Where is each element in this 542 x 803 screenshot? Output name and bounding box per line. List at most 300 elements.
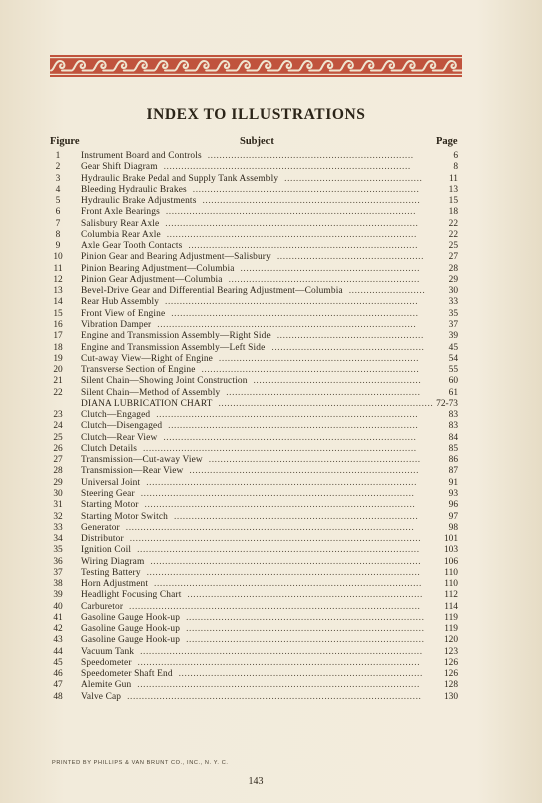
index-entry — [0, 579, 542, 590]
entry-page: 35 — [448, 308, 458, 319]
entry-subject-text: Columbia Rear Axle — [81, 229, 161, 240]
index-entry — [0, 388, 542, 399]
index-entry — [0, 478, 542, 489]
dot-leader: ................................................................................................ — [137, 646, 423, 657]
entry-page: 54 — [448, 353, 458, 364]
entry-page: 126 — [443, 657, 458, 668]
entry-subject — [81, 669, 461, 680]
index-entry — [0, 557, 542, 568]
entry-subject — [81, 613, 461, 624]
entry-page: 60 — [448, 376, 458, 387]
entry-page: 128 — [443, 680, 458, 691]
entry-subject — [81, 230, 461, 241]
entry-subject-text: Starting Motor — [81, 500, 139, 511]
dot-leader: ..................................................................................... — [162, 207, 417, 218]
dot-leader: ...................................................................................... — [160, 432, 417, 443]
entry-subject — [81, 252, 461, 263]
dot-leader: ................................................................................................ — [134, 545, 420, 556]
index-entry — [0, 354, 542, 365]
entry-page: 18 — [448, 207, 458, 218]
figure-number: 25 — [53, 432, 63, 443]
figure-number: 46 — [53, 669, 63, 680]
entry-subject-text: Bleeding Hydraulic Brakes — [81, 184, 187, 195]
entry-subject-text: Distributor — [81, 534, 124, 545]
index-entry — [0, 320, 542, 331]
entry-subject-text: Gasoline Gauge Hook-up — [81, 612, 181, 623]
index-entry — [0, 151, 542, 162]
dot-leader: ................................................................................... — [175, 669, 423, 680]
entry-subject — [81, 376, 461, 387]
figure-number: 6 — [55, 207, 61, 218]
entry-subject-text: Alemite Gun — [81, 680, 132, 691]
dot-leader: ...................................................................... — [204, 151, 414, 161]
entry-subject-text: Pinion Bearing Adjustment—Columbia — [81, 263, 235, 274]
dot-leader: ...................................................................................... — [162, 297, 419, 308]
figure-number: 47 — [53, 680, 63, 691]
entry-subject — [81, 680, 461, 691]
dot-leader: ..................................................................................... — [165, 421, 419, 432]
index-entry — [0, 162, 542, 173]
dot-leader: ............................................... — [281, 173, 423, 184]
entry-page: 86 — [448, 455, 458, 466]
index-entry — [0, 252, 542, 263]
figure-number: 33 — [53, 522, 63, 533]
entry-subject-text: Cut-away View—Right of Engine — [81, 353, 213, 364]
entry-subject-text: DIANA LUBRICATION CHART — [81, 398, 213, 409]
entry-subject — [81, 602, 461, 613]
index-entry — [0, 174, 542, 185]
entry-subject-text: Pinion Gear and Bearing Adjustment—Salisbury — [81, 252, 271, 263]
entry-subject — [81, 365, 461, 376]
illustration-index-list — [0, 151, 542, 703]
entry-subject — [81, 286, 461, 297]
figure-number: 38 — [53, 579, 63, 590]
entry-subject-text: Transverse Section of Engine — [81, 365, 196, 376]
entry-page: 28 — [448, 263, 458, 274]
index-entry — [0, 444, 542, 455]
column-header-subject: Subject — [240, 136, 274, 147]
figure-number: 32 — [53, 511, 63, 522]
entry-page: 91 — [448, 477, 458, 488]
dot-leader: .................................................. — [273, 331, 424, 342]
entry-subject — [81, 174, 461, 185]
dot-leader: ................................................................................ — [184, 590, 423, 601]
dot-leader: .......................................................................... — [199, 196, 421, 207]
dot-leader: ............................................................................................. — [143, 567, 421, 578]
dot-leader: .................................................. — [273, 252, 425, 263]
figure-number: 14 — [53, 297, 63, 308]
entry-page: 106 — [443, 556, 458, 567]
entry-subject — [81, 433, 461, 444]
dot-leader: ......................................................... — [250, 376, 422, 387]
figure-number: 37 — [53, 567, 63, 578]
entry-subject — [81, 444, 461, 455]
entry-subject — [81, 455, 461, 466]
dot-leader: .................................................................................................. — [122, 522, 415, 533]
figure-number: 21 — [53, 376, 63, 387]
border-band-fill — [50, 55, 462, 77]
entry-subject-text: Wiring Diagram — [81, 556, 145, 567]
index-entry — [0, 241, 542, 252]
entry-subject — [81, 635, 461, 646]
entry-subject — [81, 196, 461, 207]
figure-number: 16 — [53, 319, 63, 330]
index-entry — [0, 297, 542, 308]
entry-subject — [81, 297, 461, 308]
entry-subject — [81, 421, 461, 432]
figure-number: 43 — [53, 635, 63, 646]
entry-page: 126 — [443, 669, 458, 680]
dot-leader: ............................................................................................. — [137, 488, 415, 499]
entry-subject — [81, 512, 461, 523]
dot-leader: ............................................................. — [237, 263, 421, 274]
index-entry — [0, 534, 542, 545]
figure-number: 4 — [55, 184, 61, 195]
entry-subject — [81, 275, 461, 286]
figure-number: 18 — [53, 342, 63, 353]
figure-number: 9 — [55, 241, 61, 252]
figure-number: 27 — [53, 455, 63, 466]
entry-subject-text: Clutch Details — [81, 443, 137, 454]
entry-subject-text: Engine and Transmission Assembly—Right Side — [81, 331, 271, 342]
index-entry — [0, 399, 542, 410]
dot-leader: ................................................................. — [225, 274, 420, 285]
index-entry — [0, 275, 542, 286]
dot-leader: .......................... — [345, 286, 426, 297]
entry-subject — [81, 219, 461, 230]
index-entry — [0, 500, 542, 511]
entry-page: 13 — [448, 184, 458, 195]
page-number: 143 — [248, 776, 264, 787]
figure-number: 17 — [53, 331, 63, 342]
border-top-line — [50, 57, 462, 58]
entry-subject-text: Salisbury Rear Axle — [81, 218, 160, 229]
entry-subject-text: Engine and Transmission Assembly—Left Side — [81, 342, 266, 353]
entry-subject — [81, 624, 461, 635]
decorative-wave-border — [50, 55, 462, 77]
dot-leader: .............................................................................. — [186, 466, 420, 477]
dot-leader: ................................................................................. — [183, 612, 425, 623]
figure-number: 11 — [53, 263, 63, 274]
entry-subject-text: Universal Joint — [81, 477, 141, 488]
entry-subject — [81, 489, 461, 500]
dot-leader: .................................................................................... — [168, 308, 419, 319]
figure-number: 31 — [53, 500, 63, 511]
entry-subject-text: Silent Chain—Showing Joint Construction — [81, 376, 248, 387]
entry-page: 39 — [448, 331, 458, 342]
index-entry — [0, 365, 542, 376]
index-entry — [0, 466, 542, 477]
figure-number: 20 — [53, 365, 63, 376]
dot-leader: ................................................................................. — [183, 624, 425, 635]
entry-subject — [81, 399, 461, 410]
index-entry — [0, 512, 542, 523]
entry-subject-text: Axle Gear Tooth Contacts — [81, 241, 183, 252]
dot-leader: .................................................................................................... — [124, 691, 422, 702]
index-entry — [0, 692, 542, 703]
dot-leader: .............................................................................. — [185, 241, 419, 252]
entry-subject-text: Transmission—Cut-away View — [81, 455, 203, 466]
figure-number: 35 — [53, 545, 63, 556]
entry-subject-text: Vacuum Tank — [81, 646, 135, 657]
entry-subject-text: Pinion Gear Adjustment—Columbia — [81, 274, 223, 285]
figure-number: 12 — [53, 274, 63, 285]
dot-leader: ...................................................................................... — [162, 218, 419, 229]
index-entry — [0, 410, 542, 421]
entry-subject — [81, 647, 461, 658]
entry-subject-text: Rear Hub Assembly — [81, 297, 160, 308]
entry-page: 29 — [448, 274, 458, 285]
entry-page: 22 — [448, 218, 458, 229]
dot-leader: .................................................... — [268, 342, 425, 353]
entry-page: 72-73 — [436, 398, 458, 409]
entry-subject-text: Gasoline Gauge Hook-up — [81, 624, 181, 635]
entry-subject — [81, 500, 461, 511]
dot-leader: ................................................................................................... — [126, 601, 421, 612]
entry-page: 6 — [453, 151, 458, 161]
figure-number: 28 — [53, 466, 63, 477]
entry-page: 25 — [448, 241, 458, 252]
entry-page: 114 — [444, 601, 458, 612]
entry-subject-text: Valve Cap — [81, 691, 122, 702]
dot-leader: ......................................................................................... — [153, 410, 419, 421]
entry-subject-text: Vibration Damper — [81, 319, 152, 330]
entry-page: 96 — [448, 500, 458, 511]
index-entry — [0, 421, 542, 432]
figure-number: 23 — [53, 410, 63, 421]
dot-leader: ................................................................................................ — [134, 680, 420, 691]
entry-subject-text: Front View of Engine — [81, 308, 166, 319]
entry-subject — [81, 534, 461, 545]
figure-number: 22 — [53, 387, 63, 398]
index-entry — [0, 545, 542, 556]
figure-number: 1 — [55, 151, 61, 161]
entry-page: 119 — [444, 624, 458, 635]
index-entry — [0, 207, 542, 218]
entry-subject-text: Generator — [81, 522, 120, 533]
index-entry — [0, 624, 542, 635]
entry-subject — [81, 309, 461, 320]
dot-leader: ................................................................................................... — [126, 534, 422, 545]
entry-subject — [81, 692, 461, 703]
index-entry — [0, 523, 542, 534]
entry-subject-text: Carburetor — [81, 601, 124, 612]
entry-page: 83 — [448, 410, 458, 421]
figure-number: 34 — [53, 534, 63, 545]
index-entry — [0, 219, 542, 230]
column-header-figure: Figure — [50, 136, 80, 147]
entry-subject — [81, 343, 461, 354]
index-entry — [0, 264, 542, 275]
index-entry — [0, 230, 542, 241]
entry-page: 8 — [453, 162, 458, 173]
entry-page: 98 — [448, 522, 458, 533]
entry-subject-text: Ignition Coil — [81, 545, 132, 556]
entry-page: 103 — [443, 545, 458, 556]
figure-number: 19 — [53, 353, 63, 364]
entry-page: 85 — [448, 443, 458, 454]
entry-subject — [81, 410, 461, 421]
entry-page: 110 — [444, 579, 458, 590]
entry-page: 45 — [448, 342, 458, 353]
entry-subject — [81, 207, 461, 218]
entry-page: 130 — [443, 691, 458, 702]
index-entry — [0, 433, 542, 444]
entry-subject — [81, 241, 461, 252]
dot-leader: ................................................................................. — [183, 635, 425, 646]
figure-number: 30 — [53, 488, 63, 499]
dot-leader: ............................................................................................ — [143, 477, 418, 488]
entry-subject-text: Clutch—Rear View — [81, 432, 158, 443]
figure-number: 39 — [53, 590, 63, 601]
entry-page: 33 — [448, 297, 458, 308]
dot-leader: ............................................................................................. — [140, 443, 417, 454]
index-entry — [0, 489, 542, 500]
dot-leader: ..................................................................................... — [163, 229, 417, 240]
entry-subject-text: Instrument Board and Controls — [81, 151, 202, 161]
entry-page: 61 — [448, 387, 458, 398]
entry-subject — [81, 545, 461, 556]
index-entry — [0, 343, 542, 354]
entry-subject — [81, 264, 461, 275]
entry-page: 11 — [448, 173, 458, 184]
entry-page: 84 — [448, 432, 458, 443]
index-entry — [0, 185, 542, 196]
figure-number: 3 — [55, 173, 61, 184]
entry-page: 15 — [448, 196, 458, 207]
dot-leader: ................................................................................... — [171, 511, 419, 522]
figure-number: 42 — [53, 624, 63, 635]
entry-page: 27 — [448, 252, 458, 263]
index-entry — [0, 602, 542, 613]
entry-page: 120 — [443, 635, 458, 646]
entry-subject — [81, 568, 461, 579]
index-entry — [0, 309, 542, 320]
index-entry — [0, 331, 542, 342]
dot-leader: .................................................................... — [215, 353, 420, 364]
entry-subject-text: Testing Battery — [81, 567, 141, 578]
index-entry — [0, 613, 542, 624]
entry-subject — [81, 557, 461, 568]
entry-subject-text: Speedometer Shaft End — [81, 669, 173, 680]
entry-subject-text: Gasoline Gauge Hook-up — [81, 635, 181, 646]
entry-subject — [81, 466, 461, 477]
entry-subject — [81, 388, 461, 399]
entry-subject — [81, 354, 461, 365]
entry-subject-text: Silent Chain—Method of Assembly — [81, 387, 221, 398]
page-title: INDEX TO ILLUSTRATIONS — [146, 106, 366, 123]
entry-page: 112 — [444, 590, 458, 601]
entry-page: 97 — [448, 511, 458, 522]
figure-number: 36 — [53, 556, 63, 567]
entry-subject — [81, 590, 461, 601]
entry-page: 87 — [448, 466, 458, 477]
entry-subject-text: Steering Gear — [81, 488, 135, 499]
border-bottom-line — [50, 74, 462, 75]
column-header-page: Page — [436, 136, 458, 147]
entry-page: 22 — [448, 229, 458, 240]
entry-page: 123 — [443, 646, 458, 657]
dot-leader: ............................................................................................ — [141, 500, 416, 511]
entry-subject-text: Bevel-Drive Gear and Differential Bearing Adjustment—Columbia — [81, 286, 343, 297]
figure-number: 44 — [53, 646, 63, 657]
figure-number: 10 — [53, 252, 63, 263]
entry-subject — [81, 658, 461, 669]
entry-subject-text: Speedometer — [81, 657, 132, 668]
figure-number: 29 — [53, 477, 63, 488]
entry-subject — [81, 478, 461, 489]
dot-leader: ............................................................................................ — [147, 556, 422, 567]
index-entry — [0, 590, 542, 601]
figure-number: 41 — [53, 612, 63, 623]
index-entry — [0, 455, 542, 466]
entry-subject-text: Front Axle Bearings — [81, 207, 160, 218]
entry-page: 110 — [444, 567, 458, 578]
dot-leader: ................................................................................................ — [134, 657, 421, 668]
entry-page: 30 — [448, 286, 458, 297]
index-entry — [0, 658, 542, 669]
index-entry — [0, 286, 542, 297]
figure-number: 13 — [53, 286, 63, 297]
figure-number: 45 — [53, 657, 63, 668]
entry-subject — [81, 523, 461, 534]
dot-leader: .......................................................................... — [198, 365, 420, 376]
figure-number: 48 — [53, 691, 63, 702]
figure-number: 26 — [53, 443, 63, 454]
dot-leader: .................................................................................... — [160, 162, 411, 173]
index-entry — [0, 635, 542, 646]
figure-number: 5 — [55, 196, 61, 207]
index-entry — [0, 196, 542, 207]
dot-leader: ............................................................................. — [189, 184, 420, 195]
dot-leader: ........................................................................ — [205, 455, 421, 466]
entry-subject — [81, 331, 461, 342]
entry-subject-text: Horn Adjustment — [81, 579, 149, 590]
entry-page: 119 — [444, 612, 458, 623]
figure-number: 7 — [55, 218, 61, 229]
entry-subject-text: Headlight Focusing Chart — [81, 590, 182, 601]
entry-page: 37 — [448, 319, 458, 330]
figure-number: 8 — [55, 229, 61, 240]
index-entry — [0, 568, 542, 579]
figure-number: 15 — [53, 308, 63, 319]
entry-subject-text: Gear Shift Diagram — [81, 162, 158, 173]
dot-leader: ......................................................................... — [215, 398, 434, 409]
figure-number: 40 — [53, 601, 63, 612]
dot-leader: ........................................................................................... — [151, 579, 422, 590]
index-entry — [0, 376, 542, 387]
printer-credit: PRINTED BY PHILLIPS & VAN BRUNT CO., INC., N. Y. C. — [52, 760, 229, 766]
index-entry — [0, 680, 542, 691]
entry-subject — [81, 151, 461, 162]
entry-subject-text: Clutch—Disengaged — [81, 421, 163, 432]
figure-number: 24 — [53, 421, 63, 432]
entry-subject — [81, 162, 461, 173]
dot-leader: ........................................................................................ — [154, 319, 417, 330]
entry-subject — [81, 185, 461, 196]
entry-subject — [81, 579, 461, 590]
index-entry — [0, 669, 542, 680]
figure-number: 2 — [55, 162, 61, 173]
entry-page: 93 — [448, 488, 458, 499]
index-entry — [0, 647, 542, 658]
entry-page: 55 — [448, 365, 458, 376]
entry-page: 83 — [448, 421, 458, 432]
entry-page: 101 — [443, 534, 458, 545]
entry-subject-text: Clutch—Engaged — [81, 410, 151, 421]
entry-subject-text: Hydraulic Brake Pedal and Supply Tank Assembly — [81, 173, 279, 184]
entry-subject-text: Starting Motor Switch — [81, 511, 169, 522]
